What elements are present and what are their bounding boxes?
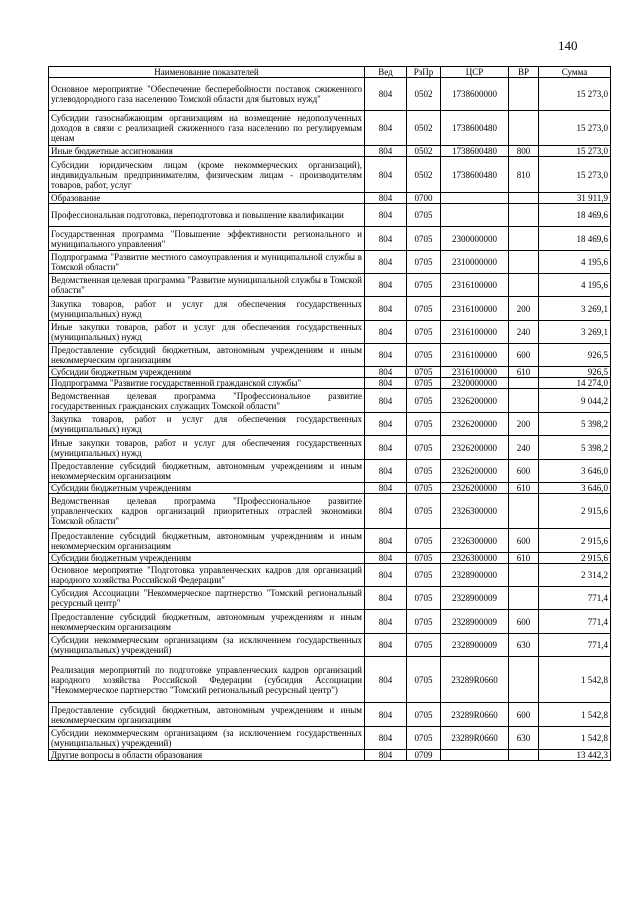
row-vr-cell: 600 xyxy=(509,610,539,634)
row-ved-cell: 804 xyxy=(365,634,407,657)
row-ved-cell: 804 xyxy=(365,587,407,610)
row-name-cell: Субсидии газоснабжающим организациям на возмещение недополученных доходов в связи с реализацией сжиженного газа населению по регулируемым ценам xyxy=(49,111,365,146)
row-ved-cell: 804 xyxy=(365,204,407,227)
row-ved-cell: 804 xyxy=(365,657,407,703)
row-name-cell: Иные бюджетные ассигнования xyxy=(49,146,365,157)
row-vr-cell: 600 xyxy=(509,703,539,727)
row-rzpr-cell: 0705 xyxy=(407,436,441,460)
row-sum-cell: 926,5 xyxy=(539,344,611,367)
row-ved-cell: 804 xyxy=(365,460,407,483)
table-row xyxy=(49,344,611,367)
row-ved-cell: 804 xyxy=(365,78,407,111)
row-name-cell: Ведомственная целевая программа "Развитие муниципальной службы в Томской области" xyxy=(49,274,365,297)
row-vr-cell: 630 xyxy=(509,727,539,750)
budget-table xyxy=(48,66,611,761)
row-csr-cell: 2326200000 xyxy=(441,389,509,413)
row-csr-cell: 2316100000 xyxy=(441,344,509,367)
column-header-name: Наименование показателей xyxy=(49,67,365,78)
row-ved-cell: 804 xyxy=(365,274,407,297)
row-rzpr-cell: 0705 xyxy=(407,553,441,564)
row-sum-cell: 18 469,6 xyxy=(539,227,611,251)
row-csr-cell: 23289R0660 xyxy=(441,657,509,703)
row-vr-cell xyxy=(509,227,539,251)
row-name-cell: Подпрограмма "Развитие местного самоуправления и муниципальной службы в Томской области" xyxy=(49,251,365,274)
row-csr-cell: 23289R0660 xyxy=(441,703,509,727)
row-csr-cell: 23289R0660 xyxy=(441,727,509,750)
row-rzpr-cell: 0705 xyxy=(407,494,441,529)
row-csr-cell: 1738600480 xyxy=(441,111,509,146)
table-row xyxy=(49,587,611,610)
column-header-sum: Сумма xyxy=(539,67,611,78)
table-row xyxy=(49,111,611,146)
row-csr-cell: 2328900009 xyxy=(441,634,509,657)
table-row xyxy=(49,436,611,460)
row-rzpr-cell: 0705 xyxy=(407,413,441,436)
row-rzpr-cell: 0705 xyxy=(407,657,441,703)
row-name-cell: Реализация мероприятий по подготовке управленческих кадров организаций народного хозяйства Российской Федерации (субсидия Ассоциации "Некоммерческое партнерство "Томский региональный ресурсный центр") xyxy=(49,657,365,703)
row-ved-cell: 804 xyxy=(365,436,407,460)
row-csr-cell: 2326300000 xyxy=(441,529,509,553)
row-ved-cell: 804 xyxy=(365,157,407,193)
row-ved-cell: 804 xyxy=(365,389,407,413)
row-sum-cell: 1 542,8 xyxy=(539,727,611,750)
row-vr-cell xyxy=(509,251,539,274)
row-vr-cell xyxy=(509,657,539,703)
row-vr-cell xyxy=(509,564,539,587)
row-sum-cell: 771,4 xyxy=(539,610,611,634)
row-name-cell: Основное мероприятие "Подготовка управленческих кадров для организаций народного хозяйства Российской Федерации" xyxy=(49,564,365,587)
row-sum-cell: 771,4 xyxy=(539,634,611,657)
row-csr-cell xyxy=(441,750,509,761)
row-ved-cell: 804 xyxy=(365,193,407,204)
row-sum-cell: 3 646,0 xyxy=(539,483,611,494)
row-name-cell: Субсидии бюджетным учреждениям xyxy=(49,483,365,494)
row-csr-cell xyxy=(441,204,509,227)
table-row xyxy=(49,610,611,634)
row-rzpr-cell: 0705 xyxy=(407,727,441,750)
row-name-cell: Закупка товаров, работ и услуг для обеспечения государственных (муниципальных) нужд xyxy=(49,413,365,436)
row-ved-cell: 804 xyxy=(365,251,407,274)
row-sum-cell: 2 915,6 xyxy=(539,494,611,529)
row-name-cell: Предоставление субсидий бюджетным, автономным учреждениям и иным некоммерческим организациям xyxy=(49,703,365,727)
row-vr-cell: 200 xyxy=(509,297,539,321)
table-row xyxy=(49,367,611,378)
row-sum-cell: 926,5 xyxy=(539,367,611,378)
table-row xyxy=(49,553,611,564)
row-sum-cell: 4 195,6 xyxy=(539,251,611,274)
page-number: 140 xyxy=(558,38,578,53)
row-ved-cell: 804 xyxy=(365,413,407,436)
table-row xyxy=(49,204,611,227)
row-name-cell: Субсидии бюджетным учреждениям xyxy=(49,553,365,564)
row-vr-cell xyxy=(509,378,539,389)
row-rzpr-cell: 0709 xyxy=(407,750,441,761)
table-row xyxy=(49,274,611,297)
row-rzpr-cell: 0705 xyxy=(407,251,441,274)
table-row xyxy=(49,193,611,204)
row-vr-cell xyxy=(509,587,539,610)
row-vr-cell: 610 xyxy=(509,367,539,378)
row-ved-cell: 804 xyxy=(365,111,407,146)
column-header-vr: ВР xyxy=(509,67,539,78)
row-sum-cell: 771,4 xyxy=(539,587,611,610)
row-vr-cell xyxy=(509,204,539,227)
row-csr-cell: 2328900009 xyxy=(441,587,509,610)
row-rzpr-cell: 0705 xyxy=(407,389,441,413)
row-rzpr-cell: 0705 xyxy=(407,274,441,297)
row-vr-cell xyxy=(509,111,539,146)
row-name-cell: Основное мероприятие "Обеспечение бесперебойности поставок сжиженного углеводородного газа населению Томской области для бытовых нужд" xyxy=(49,78,365,111)
row-rzpr-cell: 0705 xyxy=(407,703,441,727)
row-sum-cell: 15 273,0 xyxy=(539,146,611,157)
row-rzpr-cell: 0705 xyxy=(407,321,441,344)
row-vr-cell: 600 xyxy=(509,344,539,367)
row-vr-cell xyxy=(509,750,539,761)
row-vr-cell: 200 xyxy=(509,413,539,436)
row-rzpr-cell: 0705 xyxy=(407,564,441,587)
row-vr-cell: 810 xyxy=(509,157,539,193)
row-name-cell: Иные закупки товаров, работ и услуг для обеспечения государственных (муниципальных) нужд xyxy=(49,321,365,344)
table-row xyxy=(49,727,611,750)
row-ved-cell: 804 xyxy=(365,553,407,564)
row-sum-cell: 2 314,2 xyxy=(539,564,611,587)
table-row xyxy=(49,529,611,553)
row-name-cell: Субсидии некоммерческим организациям (за исключением государственных (муниципальных) учреждений) xyxy=(49,634,365,657)
row-vr-cell: 610 xyxy=(509,483,539,494)
row-rzpr-cell: 0705 xyxy=(407,610,441,634)
row-ved-cell: 804 xyxy=(365,227,407,251)
row-rzpr-cell: 0705 xyxy=(407,634,441,657)
row-rzpr-cell: 0705 xyxy=(407,378,441,389)
row-name-cell: Закупка товаров, работ и услуг для обеспечения государственных (муниципальных) нужд xyxy=(49,297,365,321)
row-sum-cell: 13 442,3 xyxy=(539,750,611,761)
row-csr-cell: 2316100000 xyxy=(441,321,509,344)
row-sum-cell: 18 469,6 xyxy=(539,204,611,227)
row-rzpr-cell: 0502 xyxy=(407,157,441,193)
row-vr-cell: 630 xyxy=(509,634,539,657)
table-row xyxy=(49,146,611,157)
row-ved-cell: 804 xyxy=(365,494,407,529)
row-csr-cell: 2328900009 xyxy=(441,610,509,634)
row-csr-cell: 2326200000 xyxy=(441,460,509,483)
row-vr-cell xyxy=(509,274,539,297)
row-sum-cell: 15 273,0 xyxy=(539,111,611,146)
row-ved-cell: 804 xyxy=(365,750,407,761)
table-row xyxy=(49,389,611,413)
table-row xyxy=(49,564,611,587)
column-header-csr: ЦСР xyxy=(441,67,509,78)
table-body xyxy=(49,78,611,761)
row-rzpr-cell: 0705 xyxy=(407,460,441,483)
table-row xyxy=(49,460,611,483)
table-row xyxy=(49,227,611,251)
row-ved-cell: 804 xyxy=(365,703,407,727)
table-row xyxy=(49,413,611,436)
row-csr-cell: 2326300000 xyxy=(441,553,509,564)
row-csr-cell: 1738600480 xyxy=(441,146,509,157)
row-name-cell: Предоставление субсидий бюджетным, автономным учреждениям и иным некоммерческим организациям xyxy=(49,610,365,634)
row-ved-cell: 804 xyxy=(365,727,407,750)
row-rzpr-cell: 0705 xyxy=(407,297,441,321)
row-sum-cell: 3 646,0 xyxy=(539,460,611,483)
row-ved-cell: 804 xyxy=(365,297,407,321)
row-sum-cell: 5 398,2 xyxy=(539,413,611,436)
row-name-cell: Субсидии юридическим лицам (кроме некоммерческих организаций), индивидуальным предпринимателям, физическим лицам - производителям товаров, работ, услуг xyxy=(49,157,365,193)
row-sum-cell: 3 269,1 xyxy=(539,321,611,344)
row-vr-cell xyxy=(509,193,539,204)
row-rzpr-cell: 0705 xyxy=(407,204,441,227)
row-ved-cell: 804 xyxy=(365,529,407,553)
table-row xyxy=(49,378,611,389)
row-sum-cell: 1 542,8 xyxy=(539,703,611,727)
row-name-cell: Ведомственная целевая программа "Профессиональное развитие управленческих кадров организаций приоритетных отраслей экономики Томской области" xyxy=(49,494,365,529)
row-csr-cell: 2320000000 xyxy=(441,378,509,389)
row-sum-cell: 15 273,0 xyxy=(539,78,611,111)
column-header-ved: Вед xyxy=(365,67,407,78)
table-row xyxy=(49,494,611,529)
row-csr-cell xyxy=(441,193,509,204)
row-csr-cell: 2328900000 xyxy=(441,564,509,587)
row-csr-cell: 1738600480 xyxy=(441,157,509,193)
row-vr-cell xyxy=(509,494,539,529)
table-row xyxy=(49,78,611,111)
row-rzpr-cell: 0705 xyxy=(407,227,441,251)
row-vr-cell: 600 xyxy=(509,460,539,483)
row-rzpr-cell: 0705 xyxy=(407,483,441,494)
row-name-cell: Субсидии бюджетным учреждениям xyxy=(49,367,365,378)
table-row xyxy=(49,297,611,321)
row-name-cell: Предоставление субсидий бюджетным, автономным учреждениям и иным некоммерческим организациям xyxy=(49,529,365,553)
row-ved-cell: 804 xyxy=(365,321,407,344)
row-vr-cell: 800 xyxy=(509,146,539,157)
table-row xyxy=(49,157,611,193)
row-name-cell: Профессиональная подготовка, переподготовка и повышение квалификации xyxy=(49,204,365,227)
row-rzpr-cell: 0502 xyxy=(407,146,441,157)
row-rzpr-cell: 0705 xyxy=(407,587,441,610)
row-vr-cell: 600 xyxy=(509,529,539,553)
row-csr-cell: 2310000000 xyxy=(441,251,509,274)
row-ved-cell: 804 xyxy=(365,146,407,157)
row-ved-cell: 804 xyxy=(365,483,407,494)
row-name-cell: Субсидии некоммерческим организациям (за исключением государственных (муниципальных) учреждений) xyxy=(49,727,365,750)
row-name-cell: Иные закупки товаров, работ и услуг для обеспечения государственных (муниципальных) нужд xyxy=(49,436,365,460)
row-name-cell: Подпрограмма "Развитие государственной гражданской службы" xyxy=(49,378,365,389)
row-rzpr-cell: 0705 xyxy=(407,344,441,367)
row-rzpr-cell: 0705 xyxy=(407,367,441,378)
table-row xyxy=(49,657,611,703)
row-name-cell: Государственная программа "Повышение эффективности регионального и муниципального управления" xyxy=(49,227,365,251)
row-name-cell: Предоставление субсидий бюджетным, автономным учреждениям и иным некоммерческим организациям xyxy=(49,460,365,483)
row-vr-cell xyxy=(509,389,539,413)
row-sum-cell: 2 915,6 xyxy=(539,553,611,564)
table-row xyxy=(49,750,611,761)
row-rzpr-cell: 0502 xyxy=(407,111,441,146)
row-sum-cell: 31 911,9 xyxy=(539,193,611,204)
table-row xyxy=(49,483,611,494)
row-sum-cell: 3 269,1 xyxy=(539,297,611,321)
row-sum-cell: 4 195,6 xyxy=(539,274,611,297)
row-sum-cell: 1 542,8 xyxy=(539,657,611,703)
row-ved-cell: 804 xyxy=(365,610,407,634)
row-name-cell: Другие вопросы в области образования xyxy=(49,750,365,761)
column-header-rzpr: РзПр xyxy=(407,67,441,78)
row-vr-cell: 240 xyxy=(509,321,539,344)
table-header-row xyxy=(49,67,611,78)
table-row xyxy=(49,321,611,344)
row-ved-cell: 804 xyxy=(365,378,407,389)
row-ved-cell: 804 xyxy=(365,344,407,367)
row-name-cell: Предоставление субсидий бюджетным, автономным учреждениям и иным некоммерческим организациям xyxy=(49,344,365,367)
row-csr-cell: 2326300000 xyxy=(441,494,509,529)
row-name-cell: Субсидия Ассоциации "Некоммерческое партнерство "Томский региональный ресурсный центр" xyxy=(49,587,365,610)
row-sum-cell: 2 915,6 xyxy=(539,529,611,553)
row-csr-cell: 2326200000 xyxy=(441,483,509,494)
table-row xyxy=(49,634,611,657)
row-ved-cell: 804 xyxy=(365,564,407,587)
row-sum-cell: 5 398,2 xyxy=(539,436,611,460)
row-csr-cell: 2326200000 xyxy=(441,436,509,460)
row-csr-cell: 2326200000 xyxy=(441,413,509,436)
row-csr-cell: 1738600000 xyxy=(441,78,509,111)
row-csr-cell: 2316100000 xyxy=(441,367,509,378)
row-rzpr-cell: 0502 xyxy=(407,78,441,111)
row-csr-cell: 2316100000 xyxy=(441,274,509,297)
row-ved-cell: 804 xyxy=(365,367,407,378)
table-row xyxy=(49,251,611,274)
row-sum-cell: 9 044,2 xyxy=(539,389,611,413)
row-csr-cell: 2300000000 xyxy=(441,227,509,251)
row-name-cell: Образование xyxy=(49,193,365,204)
row-csr-cell: 2316100000 xyxy=(441,297,509,321)
row-rzpr-cell: 0705 xyxy=(407,529,441,553)
row-vr-cell: 610 xyxy=(509,553,539,564)
row-sum-cell: 14 274,0 xyxy=(539,378,611,389)
row-rzpr-cell: 0700 xyxy=(407,193,441,204)
row-name-cell: Ведомственная целевая программа "Профессиональное развитие государственных гражданских служащих Томской области" xyxy=(49,389,365,413)
row-sum-cell: 15 273,0 xyxy=(539,157,611,193)
table-row xyxy=(49,703,611,727)
row-vr-cell xyxy=(509,78,539,111)
row-vr-cell: 240 xyxy=(509,436,539,460)
